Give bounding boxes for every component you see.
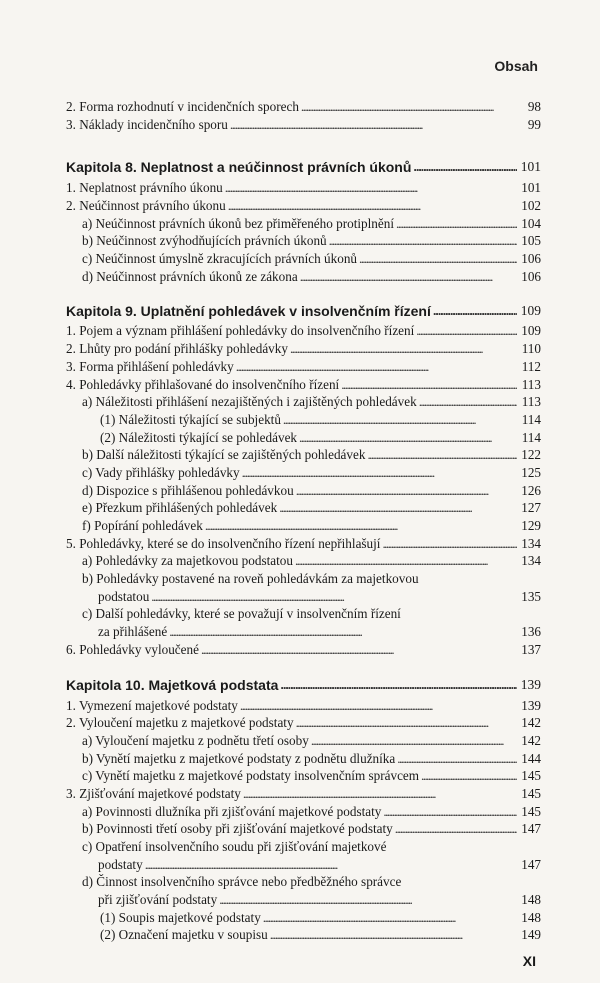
leader-dots [169, 623, 517, 641]
toc-entry[interactable]: d) Dispozice s přihlášenou pohledávkou . . . 126 [66, 482, 541, 500]
table-of-contents [66, 98, 541, 944]
leader-dots [296, 482, 517, 500]
leader-dots [383, 803, 517, 821]
toc-entry-continuation[interactable]: podstaty . . . 147 [66, 856, 541, 874]
toc-entry[interactable]: 2. Vyloučení majetku z majetkové podstaty . . . 142 [66, 714, 541, 732]
toc-entry[interactable]: 1. Pojem a význam přihlášení pohledávky do insolvenčního řízení . . . 109 [66, 323, 541, 341]
toc-entry[interactable]: (2) Náležitosti týkající se pohledávek . . . 114 [66, 429, 541, 447]
toc-entry[interactable]: c) Vady přihlášky pohledávky . . . 125 [66, 464, 541, 482]
leader-dots [219, 891, 517, 909]
leader-dots [396, 215, 517, 233]
leader-dots [416, 323, 517, 341]
toc-entry[interactable]: 5. Pohledávky, které se do insolvenčního řízení nepřihlašují . . . 134 [66, 535, 541, 553]
leader-dots [230, 116, 517, 134]
toc-entry[interactable]: 2. Forma rozhodnutí v incidenčních sporech . . . 98 [66, 98, 541, 116]
toc-entry[interactable]: 6. Pohledávky vyloučené . . . 137 [66, 641, 541, 659]
toc-entry[interactable]: (1) Soupis majetkové podstaty . . . 148 [66, 909, 541, 927]
leader-dots [296, 714, 517, 732]
toc-entry[interactable]: 3. Náklady incidenčního sporu . . . 99 [66, 116, 541, 134]
toc-entry[interactable]: c) Vynětí majetku z majetkové podstaty insolvenčním správcem . . . 145 [66, 767, 541, 785]
leader-dots [228, 197, 517, 215]
leader-dots [341, 376, 517, 394]
leader-dots [329, 232, 517, 250]
leader-dots [225, 179, 517, 197]
toc-entry[interactable]: 3. Forma přihlášení pohledávky . . . 112 [66, 358, 541, 376]
toc-entry[interactable]: b) Vynětí majetku z majetkové podstaty z podnětu dlužníka . . . 144 [66, 750, 541, 768]
leader-dots [151, 588, 517, 606]
leader-dots [240, 697, 517, 715]
leader-dots [242, 464, 517, 482]
toc-entry-continuation[interactable]: při zjišťování podstaty . . . 148 [66, 891, 541, 909]
toc-entry[interactable]: f) Popírání pohledávek . . . 129 [66, 517, 541, 535]
chapter-heading[interactable]: Kapitola 9. Uplatnění pohledávek v insolvenčním řízení . . . 109 [66, 301, 541, 321]
leader-dots [419, 393, 517, 411]
toc-entry[interactable]: b) Další náležitosti týkající se zajištěných pohledávek . . . 122 [66, 446, 541, 464]
leader-dots [145, 856, 517, 874]
toc-entry[interactable]: b) Neúčinnost zvýhodňujících právních úkonů . . . 105 [66, 232, 541, 250]
leader-dots [397, 750, 517, 768]
leader-dots [395, 820, 517, 838]
toc-entry[interactable]: b) Povinnosti třetí osoby při zjišťování majetkové podstaty . . . 147 [66, 820, 541, 838]
chapter-heading[interactable]: Kapitola 10. Majetková podstata . . . 139 [66, 675, 541, 695]
leader-dots [295, 552, 517, 570]
leader-dots [243, 785, 517, 803]
leader-dots [290, 340, 517, 358]
toc-entry-first-line[interactable]: b) Pohledávky postavené na roveň pohledávkám za majetkovou [82, 571, 419, 587]
leader-dots [367, 446, 517, 464]
leader-dots [413, 160, 517, 178]
leader-dots [283, 411, 517, 429]
toc-entry[interactable]: 2. Lhůty pro podání přihlášky pohledávky . . . 110 [66, 340, 541, 358]
leader-dots [201, 641, 517, 659]
toc-entry-first-line[interactable]: c) Další pohledávky, které se považují v insolvenčním řízení [82, 606, 401, 622]
toc-entry[interactable]: d) Neúčinnost právních úkonů ze zákona . . . 106 [66, 268, 541, 286]
toc-entry[interactable]: 4. Pohledávky přihlašované do insolvenčního řízení . . . 113 [66, 376, 541, 394]
leader-dots [433, 303, 517, 321]
toc-entry[interactable]: 1. Neplatnost právního úkonu . . . 101 [66, 179, 541, 197]
leader-dots [280, 677, 517, 695]
toc-entry[interactable]: (2) Označení majetku v soupisu . . . 149 [66, 927, 541, 945]
toc-entry[interactable]: a) Neúčinnost právních úkonů bez přiměřeného protiplnění . . . 104 [66, 215, 541, 233]
toc-entry[interactable]: a) Povinnosti dlužníka při zjišťování majetkové podstaty . . . 145 [66, 803, 541, 821]
leader-dots [301, 98, 517, 116]
page-number: XI [522, 953, 536, 969]
leader-dots [299, 429, 517, 447]
running-header: Obsah [494, 58, 538, 74]
chapter-heading[interactable]: Kapitola 8. Neplatnost a neúčinnost právních úkonů . . . 101 [66, 157, 541, 177]
toc-entry[interactable]: a) Náležitosti přihlášení nezajištěných i zajištěných pohledávek . . . 113 [66, 393, 541, 411]
toc-entry-first-line[interactable]: d) Činnost insolvenčního správce nebo předběžného správce [82, 874, 402, 890]
leader-dots [359, 250, 517, 268]
toc-entry[interactable]: 1. Vymezení majetkové podstaty . . . 139 [66, 697, 541, 715]
leader-dots [311, 732, 517, 750]
toc-entry[interactable]: a) Vyloučení majetku z podnětu třetí osoby . . . 142 [66, 732, 541, 750]
leader-dots [270, 927, 517, 945]
toc-entry-continuation[interactable]: za přihlášené . . . 136 [66, 623, 541, 641]
leader-dots [300, 268, 517, 286]
toc-entry-continuation[interactable]: podstatou . . . 135 [66, 588, 541, 606]
toc-entry[interactable]: a) Pohledávky za majetkovou podstatou . . . 134 [66, 552, 541, 570]
leader-dots [421, 767, 517, 785]
toc-entry[interactable]: 3. Zjišťování majetkové podstaty . . . 145 [66, 785, 541, 803]
leader-dots [382, 535, 517, 553]
toc-entry[interactable]: e) Přezkum přihlášených pohledávek . . . 127 [66, 499, 541, 517]
leader-dots [205, 517, 517, 535]
toc-entry[interactable]: c) Neúčinnost úmyslně zkracujících právních úkonů . . . 106 [66, 250, 541, 268]
toc-entry-first-line[interactable]: c) Opatření insolvenčního soudu při zjišťování majetkové [82, 839, 387, 855]
leader-dots [279, 499, 517, 517]
leader-dots [236, 358, 517, 376]
leader-dots [263, 909, 517, 927]
toc-entry[interactable]: (1) Náležitosti týkající se subjektů . . . 114 [66, 411, 541, 429]
toc-entry[interactable]: 2. Neúčinnost právního úkonu . . . 102 [66, 197, 541, 215]
